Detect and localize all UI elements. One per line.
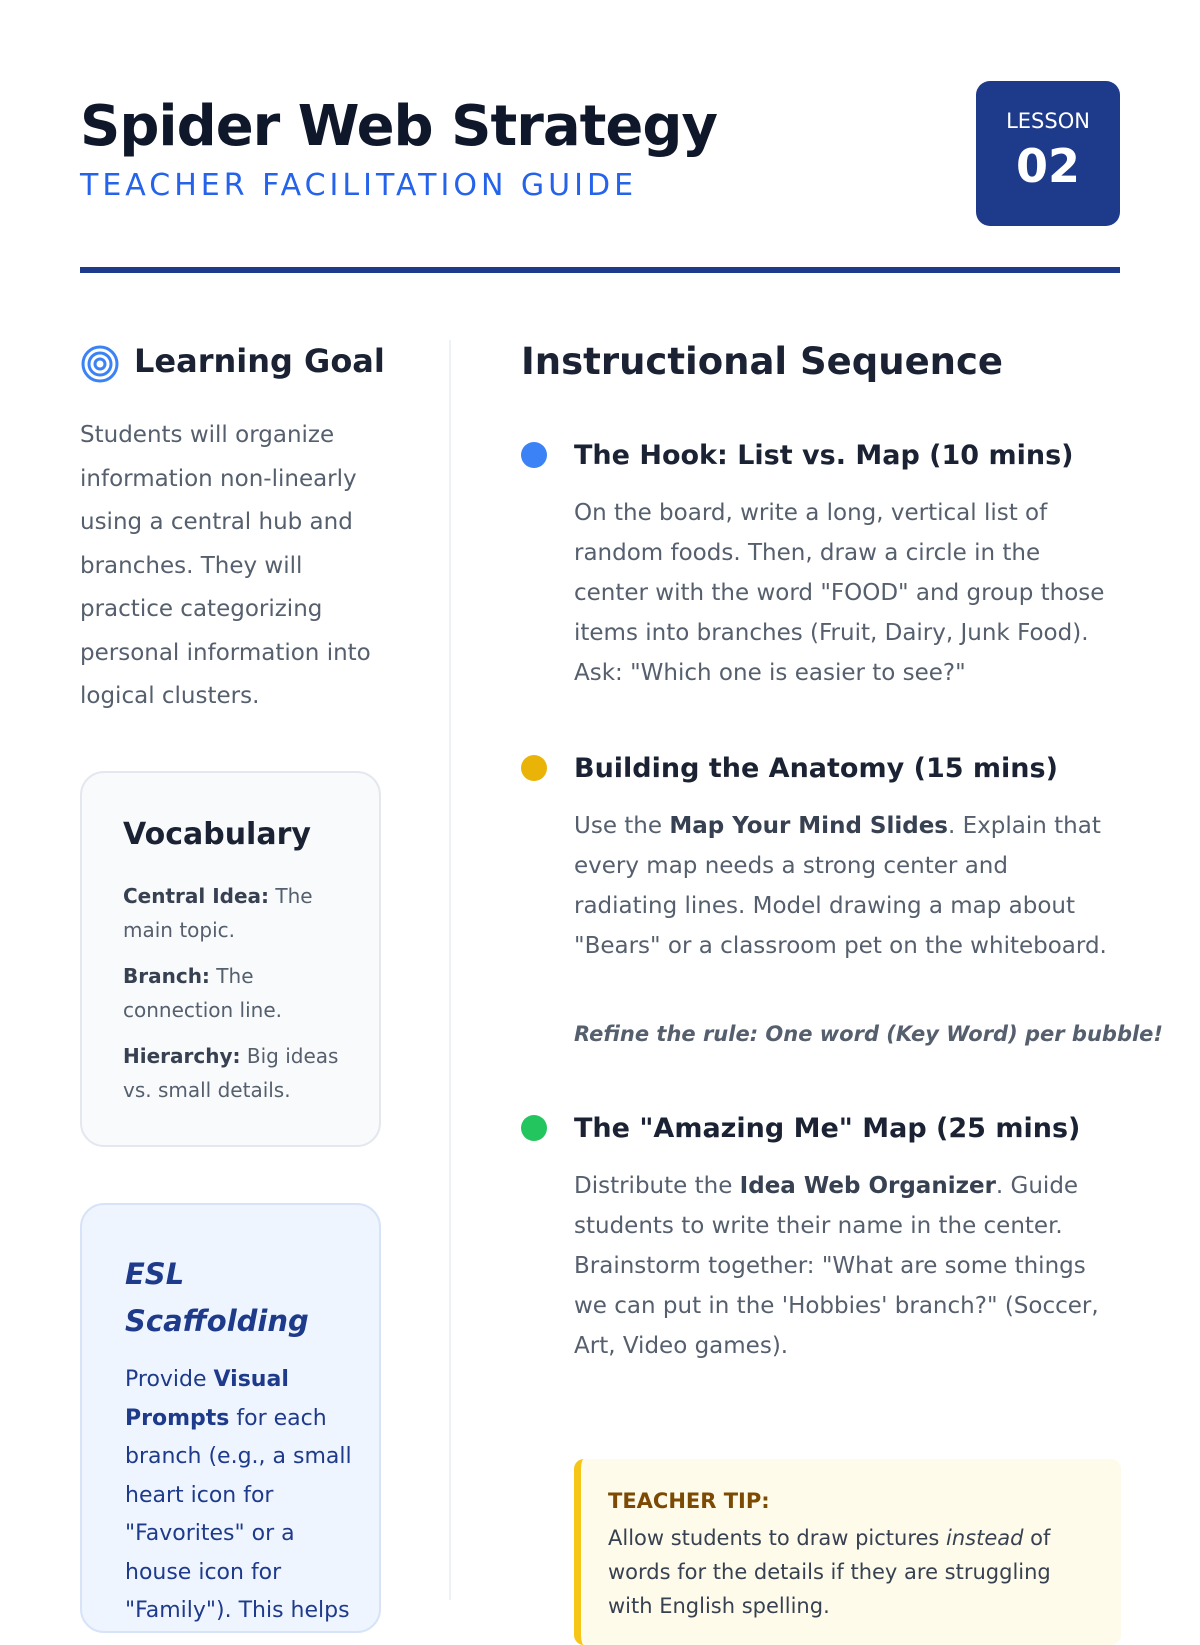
step-bullet (521, 442, 547, 468)
step-text-part: . Guide students to write their name in the center. Brainstorm together: "What are some things we can put in the 'Hobbies' branch?" (Soccer, Art, Video games). (574, 1173, 1099, 1359)
learning-goal-title: Learning Goal (134, 342, 385, 380)
vocabulary-item (123, 879, 353, 947)
teacher-tip-callout (574, 1459, 1121, 1645)
teacher-tip-label: TEACHER TIP: (608, 1489, 770, 1513)
vocabulary-term: Central Idea: (123, 884, 270, 908)
step-text-emphasis: Map Your Mind Slides (669, 813, 948, 839)
page-subtitle: TEACHER FACILITATION GUIDE (80, 168, 638, 203)
learning-goal-text: Students will organize information non-linearly using a central hub and branches. They will practice categorizing personal information into logical clusters. (80, 422, 371, 709)
vocabulary-definition: Big ideas vs. small details. (123, 1044, 339, 1102)
step-title: The "Amazing Me" Map (25 mins) (574, 1113, 1081, 1144)
lesson-label: LESSON (1006, 109, 1090, 133)
tip-text-part: Allow students to draw pictures (608, 1526, 947, 1550)
step-title: The Hook: List vs. Map (10 mins) (574, 440, 1074, 471)
esl-text (125, 1361, 355, 1631)
instructional-sequence-title: Instructional Sequence (521, 340, 1004, 383)
vocabulary-term: Hierarchy: (123, 1044, 241, 1068)
esl-text-part: for each branch (e.g., a small heart icon for "Favorites" or a house icon for "Family"). This helps (125, 1405, 352, 1623)
vocabulary-item (123, 959, 353, 1027)
tip-text-emphasis: instead (946, 1526, 1024, 1550)
step-note: Refine the rule: One word (Key Word) per bubble! (574, 1022, 1163, 1046)
step-bullet (521, 1115, 547, 1141)
vocabulary-definition: The connection line. (123, 964, 283, 1022)
step-text: On the board, write a long, vertical list of random foods. Then, draw a circle in the center with the word "FOOD" and group those items into branches (Fruit, Dairy, Junk Food). Ask: "Which one is easier to see?" (574, 500, 1105, 686)
step-text (574, 1166, 1114, 1366)
step-text-part: Distribute the (574, 1173, 740, 1199)
vocabulary-term: Branch: (123, 964, 210, 988)
vocabulary-card (80, 771, 381, 1147)
vocabulary-definition: The main topic. (123, 884, 313, 942)
vocabulary-item (123, 1039, 353, 1107)
esl-text-part: Provide (125, 1367, 214, 1392)
lesson-badge (976, 81, 1120, 226)
vocabulary-list (123, 879, 353, 1119)
lesson-number: 02 (1015, 139, 1080, 193)
step-bullet (521, 755, 547, 781)
target-icon (80, 344, 120, 384)
step-title: Building the Anatomy (15 mins) (574, 753, 1058, 784)
teacher-tip-text (608, 1521, 1098, 1623)
header-divider (80, 267, 1120, 273)
step-text-part: . Explain that every map needs a strong center and radiating lines. Model drawing a map about "Bears" or a classroom pet on the whiteboard. (574, 813, 1107, 959)
esl-scaffolding-card (80, 1203, 381, 1633)
vocabulary-title: Vocabulary (123, 817, 311, 852)
step-text (574, 806, 1114, 966)
column-divider (449, 340, 451, 1600)
esl-text-emphasis: Visual Prompts (125, 1367, 289, 1431)
step-text-emphasis: Idea Web Organizer (739, 1173, 996, 1199)
tip-text-part: of words for the details if they are struggling with English spelling. (608, 1526, 1051, 1618)
step-text-part: Use the (574, 813, 670, 839)
esl-title: ESL Scaffolding (125, 1257, 309, 1338)
page-title: Spider Web Strategy (80, 94, 717, 159)
